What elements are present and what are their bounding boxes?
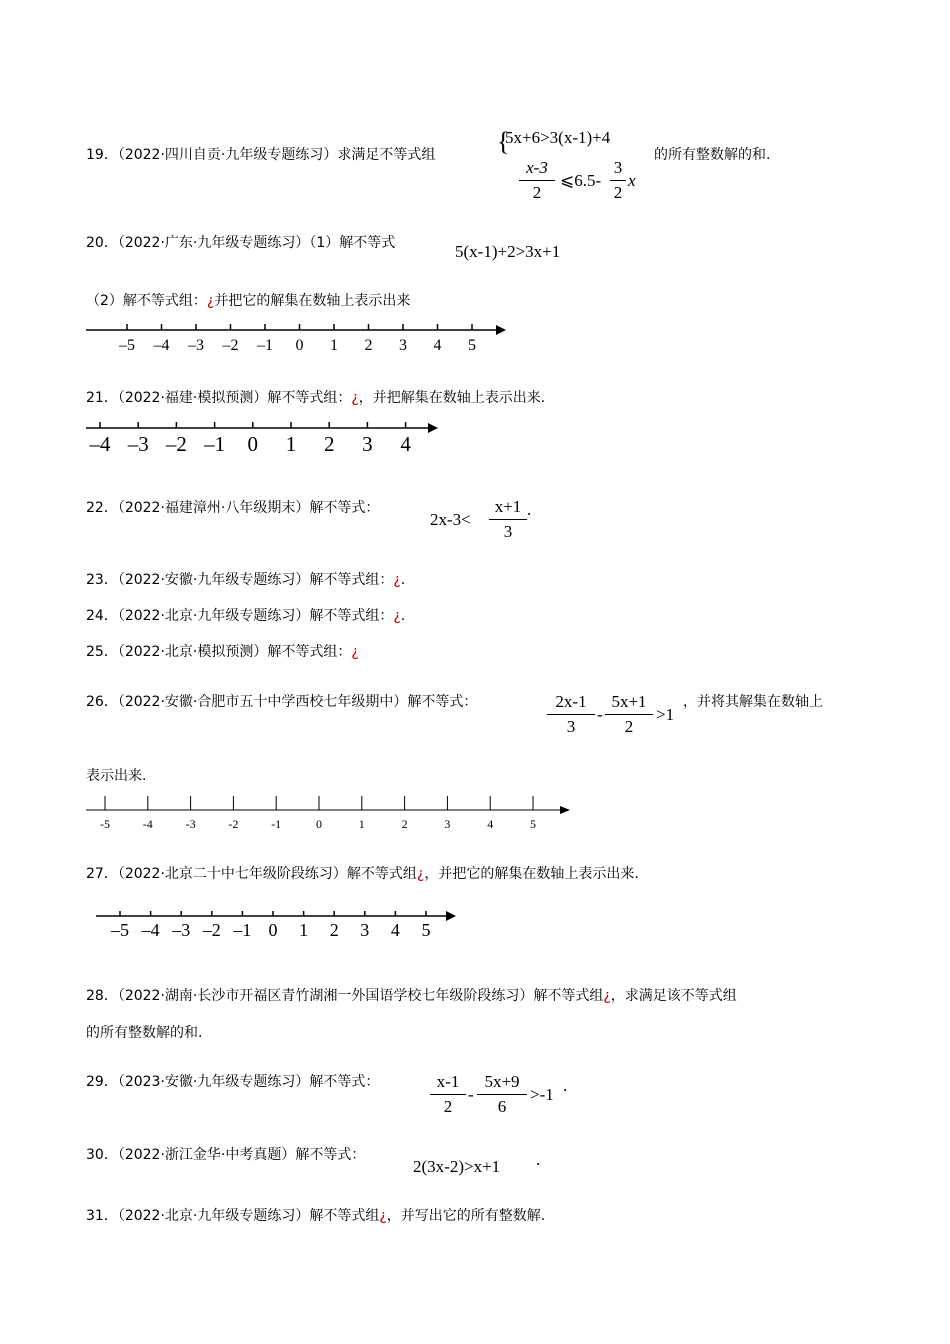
fraction: x-3 2 [519,158,555,203]
fraction: 3 2 [610,158,626,203]
problem-29 [86,1073,379,1091]
period: . [536,1150,541,1169]
inequality: 5(x-1)+2>3x+1 [455,242,561,261]
number-line-label: –2 [202,920,221,940]
problem-text: （2022·安徽·合肥市五十中学西校七年级期中）解不等式： [117,694,478,710]
problem-text: （2022·广东·九年级专题练习）（1）解不等式 [117,235,396,251]
problem-28-line-2: 的所有整数解的和. [86,1025,203,1041]
number-line-label: 2 [401,817,408,831]
problem-text: （2022·北京二十中七年级阶段练习）解不等式组 [117,866,417,882]
problem-31: 31．（2022·北京·九年级专题练习）解不等式组¿，并写出它的所有整数解. [86,1208,546,1224]
problem-27: 27．（2022·北京二十中七年级阶段练习）解不等式组¿，并把它的解集在数轴上表示出来. [86,866,639,882]
problem-number: 30． [86,1147,118,1163]
number-line-label: –2 [222,337,239,354]
period: . [563,1076,568,1095]
problem-number: 25． [86,644,118,660]
number-line-26 [86,795,576,835]
missing-glyph: ¿ [351,644,359,660]
problem-number: 31． [86,1208,118,1224]
number-line-label: –5 [119,337,135,354]
minus-sign: - [468,1085,474,1104]
problem-tail: 的所有整数解的和. [654,147,771,163]
number-line-label: 4 [433,337,442,354]
problem-text: （2022·福建漳州·八年级期末）解不等式： [117,500,380,516]
number-line-label: –4 [153,337,170,354]
problem-number: 26． [86,694,118,710]
number-line-label: 5 [421,920,431,940]
number-line-20 [86,320,516,356]
inequality: 2(3x-2)>x+1 [413,1157,501,1176]
number-line-label: -4 [142,817,153,831]
problem-20 [86,234,395,252]
missing-glyph: ¿ [351,390,359,406]
missing-glyph: ¿ [206,293,215,309]
minus-sign: - [597,705,603,724]
number-line-label: 4 [400,432,411,456]
problem-number: 21． [86,390,118,406]
missing-glyph: ¿ [393,572,401,588]
inequality-line-1: 5x+6>3(x-1)+4 [505,128,611,147]
missing-glyph: ¿ [379,1208,387,1224]
brace: { [497,127,510,156]
number-line-label: -5 [100,817,110,831]
number-line-label: 1 [299,920,309,940]
problem-number: 23． [86,572,118,588]
problem-25 [86,643,359,661]
problem-22 [86,499,379,517]
missing-glyph: ¿ [416,866,425,882]
inequality-middle: ⩽6.5- [560,171,602,190]
number-line-label: 5 [468,337,476,354]
problem-text: （2022·福建·模拟预测）解不等式组： [117,390,352,406]
problem-28: 28．（2022·湖南·长沙市开福区青竹湖湘一外国语学校七年级阶段练习）解不等式组¿，求满足该不等式组 [86,988,737,1004]
number-line-label: –1 [257,337,273,354]
problem-24: 24．（2022·北京·九年级专题练习）解不等式组：¿. [86,608,406,624]
inequality-rhs: >-1 [530,1085,554,1104]
number-line-label: -2 [228,817,239,831]
number-line-label: 0 [247,432,259,456]
number-line-label: 4 [487,817,494,831]
fraction: x+1 3 [489,497,527,542]
problem-number: 29． [86,1074,118,1090]
problem-number: 22． [86,500,118,516]
number-line-label: 3 [362,432,373,456]
number-line-27 [86,906,466,946]
problem-number: 24． [86,608,118,624]
number-line-label: 3 [399,337,407,354]
problem-text: （2023·安徽·九年级专题练习）解不等式： [117,1074,380,1090]
number-line-label: -1 [271,817,282,831]
problem-30 [86,1146,365,1164]
number-line-label: –3 [127,432,149,456]
number-line-label: 2 [323,432,335,456]
number-line-label: –4 [89,432,111,456]
problem-text: （2022·湖南·长沙市开福区青竹湖湘一外国语学校七年级阶段练习）解不等式组 [117,988,604,1004]
number-line-label: –4 [141,920,160,940]
number-line-label: 1 [285,432,297,456]
number-line-label: 0 [295,337,304,354]
period: . [527,500,532,519]
number-line-label: –1 [204,432,226,456]
fraction: 5x+1 2 [605,692,653,737]
number-line-label: –3 [188,337,204,354]
number-line-label: 4 [390,920,400,940]
fraction: 5x+9 6 [477,1072,527,1117]
missing-glyph: ¿ [393,608,401,624]
number-line-label: 1 [330,337,338,354]
problem-text: （2022·浙江金华·中考真题）解不等式： [117,1147,366,1163]
fraction: 2x-1 3 [547,692,595,737]
number-line-label: –5 [111,920,129,940]
number-line-label: 2 [364,337,373,354]
number-line-label: –1 [233,920,252,940]
number-line-label: 0 [268,920,278,940]
number-line-label: –2 [165,432,187,456]
inequality-left: 2x-3< [430,510,471,529]
number-line-label: 2 [329,920,339,940]
problem-20-part-2: （2）解不等式组：¿并把它的解集在数轴上表示出来 [86,293,411,309]
problem-21: 21．（2022·福建·模拟预测）解不等式组：¿，并把解集在数轴上表示出来. [86,390,546,406]
problem-19 [86,146,435,164]
problem-number: 28． [86,988,118,1004]
problem-text: （2022·北京·模拟预测）解不等式组： [117,644,352,660]
number-line-label: –3 [172,920,191,940]
problem-tail: ，并将其解集在数轴上 [683,694,823,710]
fraction: x-1 2 [430,1072,466,1117]
problem-text: （2022·安徽·九年级专题练习）解不等式组： [117,572,394,588]
problem-number: 27． [86,866,118,882]
problem-26 [86,693,477,711]
missing-glyph: ¿ [603,988,611,1004]
problem-number: 19． [86,147,118,163]
number-line-label: -3 [185,817,196,831]
problem-text: （2022·北京·九年级专题练习）解不等式组： [117,608,394,624]
variable: x [628,171,636,190]
problem-text: （2022·北京·九年级专题练习）解不等式组 [117,1208,380,1224]
number-line-label: 0 [316,817,322,831]
inequality-rhs: >1 [656,705,675,724]
problem-26-line-2: 表示出来. [86,768,147,784]
number-line-label: 3 [444,817,451,831]
number-line-label: 3 [360,920,370,940]
number-line-21 [86,418,446,458]
problem-23: 23．（2022·安徽·九年级专题练习）解不等式组：¿. [86,572,406,588]
number-line-label: 5 [530,817,536,831]
number-line-label: 1 [358,817,365,831]
problem-text: （2022·四川自贡·九年级专题练习）求满足不等式组 [117,147,436,163]
problem-number: 20． [86,235,118,251]
